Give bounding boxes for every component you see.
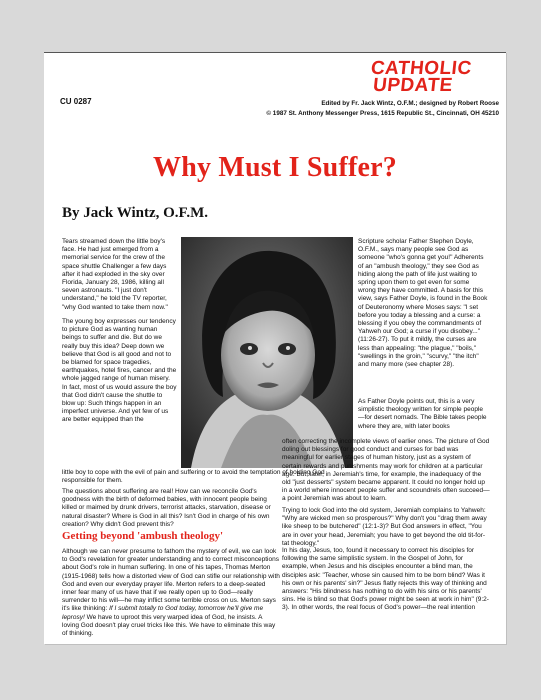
paragraph-jesus: In his day, Jesus, too, found it necessary to correct his disciples for following the same simplistic system. In the Gospel of John, for example, when Jesus and his disciples encounter a blind man, the disciples ask: "Teacher, whose sin caused him to be born blind? Was it his own or his parents' sin?" Jesus flatly rejects this way of thinking and answers: "His blindness has nothing to do with his sins or his parents' sins. He is blind so that God's power might be seen at work in him" (9:2-3). In other words, the real focus of God's power—the real intention <box>282 547 489 612</box>
article-title: Why Must I Suffer? <box>153 152 397 183</box>
paragraph-merton: Although we can never presume to fathom the mystery of evil, we can look to God's revelation for greater understanding and to correct misconceptions about God's role in human suffering. In one of his tapes, Thomas Merton (1915-1968) tells how a distorted view of God can stifle our relationship with God and even our everyday prayer life. Merton refers to a deep-seated inner fear many of us have that if we really open up to God—really surrender to his will—he may inflict some terrible cross on us. Merton says it's like thinking: If I submit totally to God today, tomorrow he'll give me leprosy! We have to uproot this very warped idea of God, he insists. A loving God doesn't play cruel tricks like this. We have to eliminate this way of thinking. <box>62 548 280 638</box>
paragraph-earlier-views: often correcting the incomplete views of earlier ones. The picture of God doling out blessings for good conduct and curses for bad was meaningful for earlier stages of human history, just as a system of certain rewards and punishments may work for children at a particular age. But, later, in Jeremiah's time, for example, the inadequacy of the old "just desserts" system became apparent. It could no longer hold up in a world where innocent people suffer and scoundrels often succeed—a point Jeremiah was about to learn. <box>282 438 490 503</box>
byline: By Jack Wintz, O.F.M. <box>62 205 208 221</box>
section-heading: Getting beyond 'ambush theology' <box>62 530 224 542</box>
paragraph-simplistic: As Father Doyle points out, this is a very simplistic theology written for simple people—for desert nomads. The Bible takes people where they are, with later books <box>358 398 487 430</box>
copyright-line: © 1987 St. Anthony Messenger Press, 1615 Republic St., Cincinnati, OH 45210 <box>266 109 499 117</box>
paragraph-intro: Tears streamed down the little boy's face. He had just emerged from a memorial service for the crew of the space shuttle Challenger a few days after it had exploded in the sky over Florida, January 28, 1986, killing all seven astronauts. "I just don't understand," he told the TV reporter, "why God wanted to take them now." <box>62 238 168 311</box>
paragraph-jeremiah: Trying to lock God into the old system, Jeremiah complains to Yahweh: "Why are wicked men so prosperous?" Why don't you "drag them away like sheep to be butchered" (12:1-3)? But God answers in effect, "You are in over your head, Jeremiah; you have to get beyond the old tit-for-tat theology." <box>282 507 487 547</box>
credits <box>266 99 499 118</box>
paragraph-cope: little boy to cope with the evil of pain and suffering or to avoid the temptation of holding God responsible for them. <box>62 469 325 485</box>
child-photo <box>181 237 353 468</box>
paragraph-doyle: Scripture scholar Father Stephen Doyle, O.F.M., says many people see God as someone "who's gonna get you!" Adherents of an "ambush theology," they see God as hiding along the path of life just waiting to spring upon them to get even for some wrong they have committed. A basis for this view, says Father Doyle, is found in the Book of Deuteronomy where Moses says: "I set before you today a blessing and a curse: a blessing if you obey the commandments of Yahweh our God; a curse if you disobey..." (11:26-27). To put it mildly, the curses are less than appealing: "the plague," "boils," "swellings in the groin," "scurvy," "the itch" and many more (see chapter 28). <box>358 238 488 369</box>
catholic-update-logo: CATHOLIC UPDATE <box>369 58 473 96</box>
paragraph-questions: The questions about suffering are real! How can we reconcile God's goodness with the birth of deformed babies, with innocent people being killed or maimed by drunk drivers, terrorist attacks, starvation, disease or natural disaster? Where is God in all this? Isn't God in charge of his own creation? Why didn't God prevent this? <box>62 488 271 528</box>
page-top-border <box>44 52 506 53</box>
document-code: CU 0287 <box>60 97 92 106</box>
editor-credit: Edited by Fr. Jack Wintz, O.F.M.; designed by Robert Roose <box>321 100 499 107</box>
paragraph-tendency: The young boy expresses our tendency to picture God as wanting human beings to suffer and die. But do we really buy this idea? Deep down we believe that God is all good and not to be blamed for space tragedies, earthquakes, hotel fires, cancer and the whole jagged range of human misery. In fact, most of us would assure the boy that God didn't cause the shuttle to blow up: Such things happen in an imperfect universe. And yet few of us are better equipped than the <box>62 318 177 424</box>
